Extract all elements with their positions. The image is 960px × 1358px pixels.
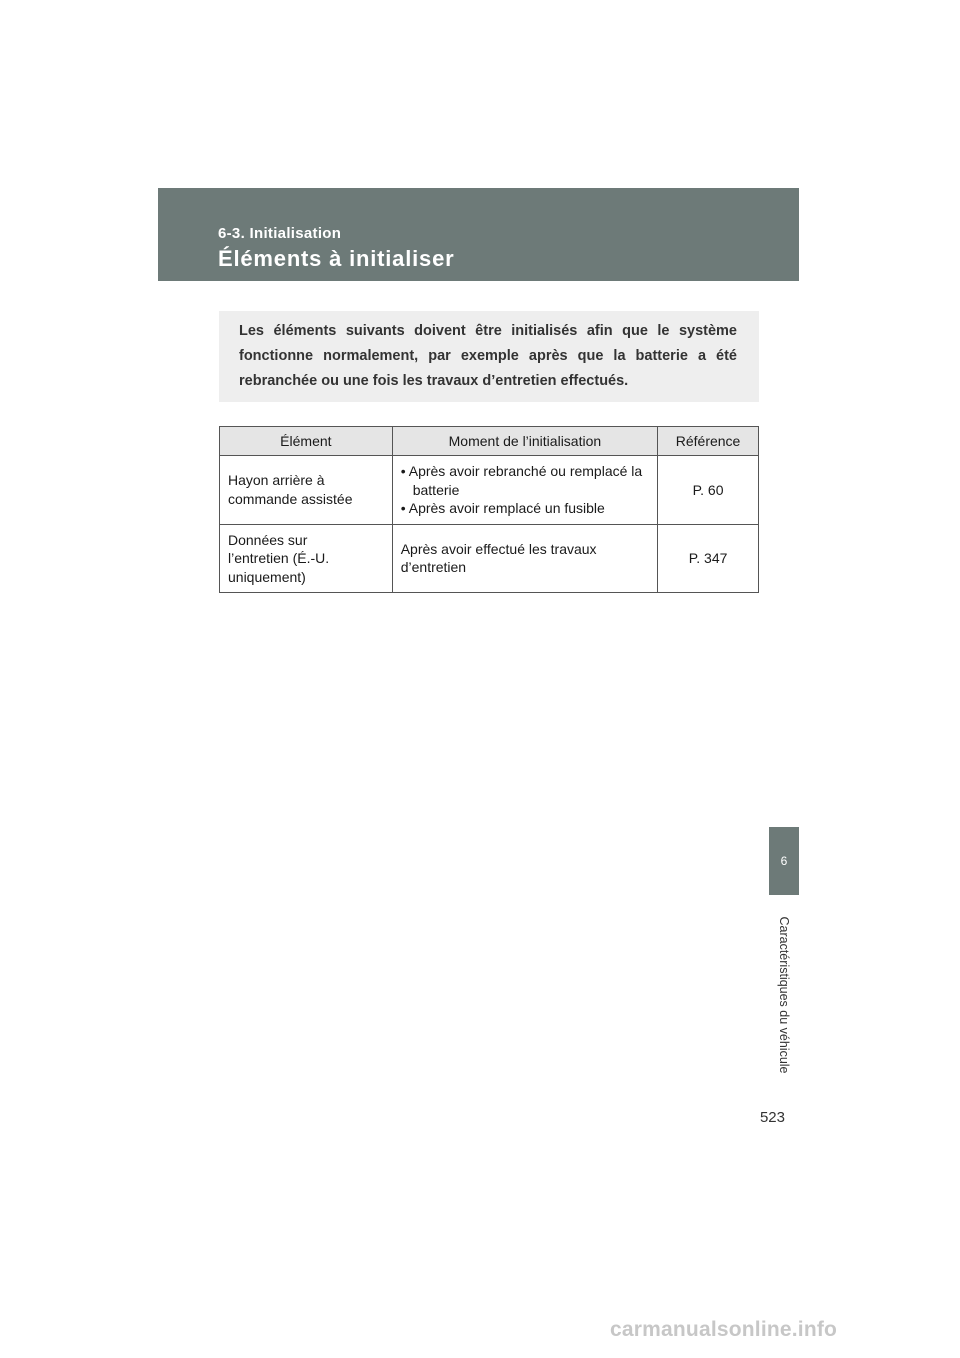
page-title: Éléments à initialiser bbox=[218, 246, 455, 271]
cell-timing: Après avoir effectué les travaux d’entretien bbox=[392, 524, 657, 593]
cell-element-line: l’entretien (É.-U. bbox=[228, 550, 330, 566]
cell-element bbox=[220, 456, 393, 525]
cell-element bbox=[220, 524, 393, 593]
table-header-row bbox=[220, 427, 759, 456]
table-row bbox=[220, 456, 759, 525]
cell-reference: P. 60 bbox=[658, 456, 759, 525]
column-header-element: Élément bbox=[220, 427, 393, 456]
watermark: carmanualsonline.info bbox=[610, 1318, 838, 1341]
intro-box bbox=[219, 311, 759, 402]
column-header-reference: Référence bbox=[658, 427, 759, 456]
table-row bbox=[220, 524, 759, 593]
cell-element-line: commande assistée bbox=[228, 490, 353, 507]
initialization-table bbox=[219, 426, 759, 593]
cell-element-line: uniquement) bbox=[228, 568, 306, 585]
page-number: 523 bbox=[759, 1109, 785, 1126]
column-header-timing: Moment de l’initialisation bbox=[392, 427, 657, 456]
cell-reference: P. 347 bbox=[658, 524, 759, 593]
cell-element-line: Hayon arrière à bbox=[228, 472, 325, 489]
chapter-caption: Caractéristiques du véhicule bbox=[777, 916, 791, 1074]
intro-text: Les éléments suivants doivent être initialisés afin que le système fonctionne normalement, par exemple après que la batterie a été rebranchée ou une fois les travaux d’entretien effectués. bbox=[239, 323, 737, 389]
cell-timing bbox=[392, 456, 657, 525]
cell-element-line: Données sur bbox=[228, 531, 308, 548]
timing-bullet-item: • Après avoir remplacé un fusible bbox=[400, 500, 605, 516]
chapter-number: 6 bbox=[780, 854, 788, 868]
chapter-tab bbox=[769, 827, 799, 895]
section-label: 6-3. Initialisation bbox=[218, 225, 342, 242]
timing-bullet-item: • Après avoir rebranché ou remplacé la batterie bbox=[400, 463, 643, 498]
